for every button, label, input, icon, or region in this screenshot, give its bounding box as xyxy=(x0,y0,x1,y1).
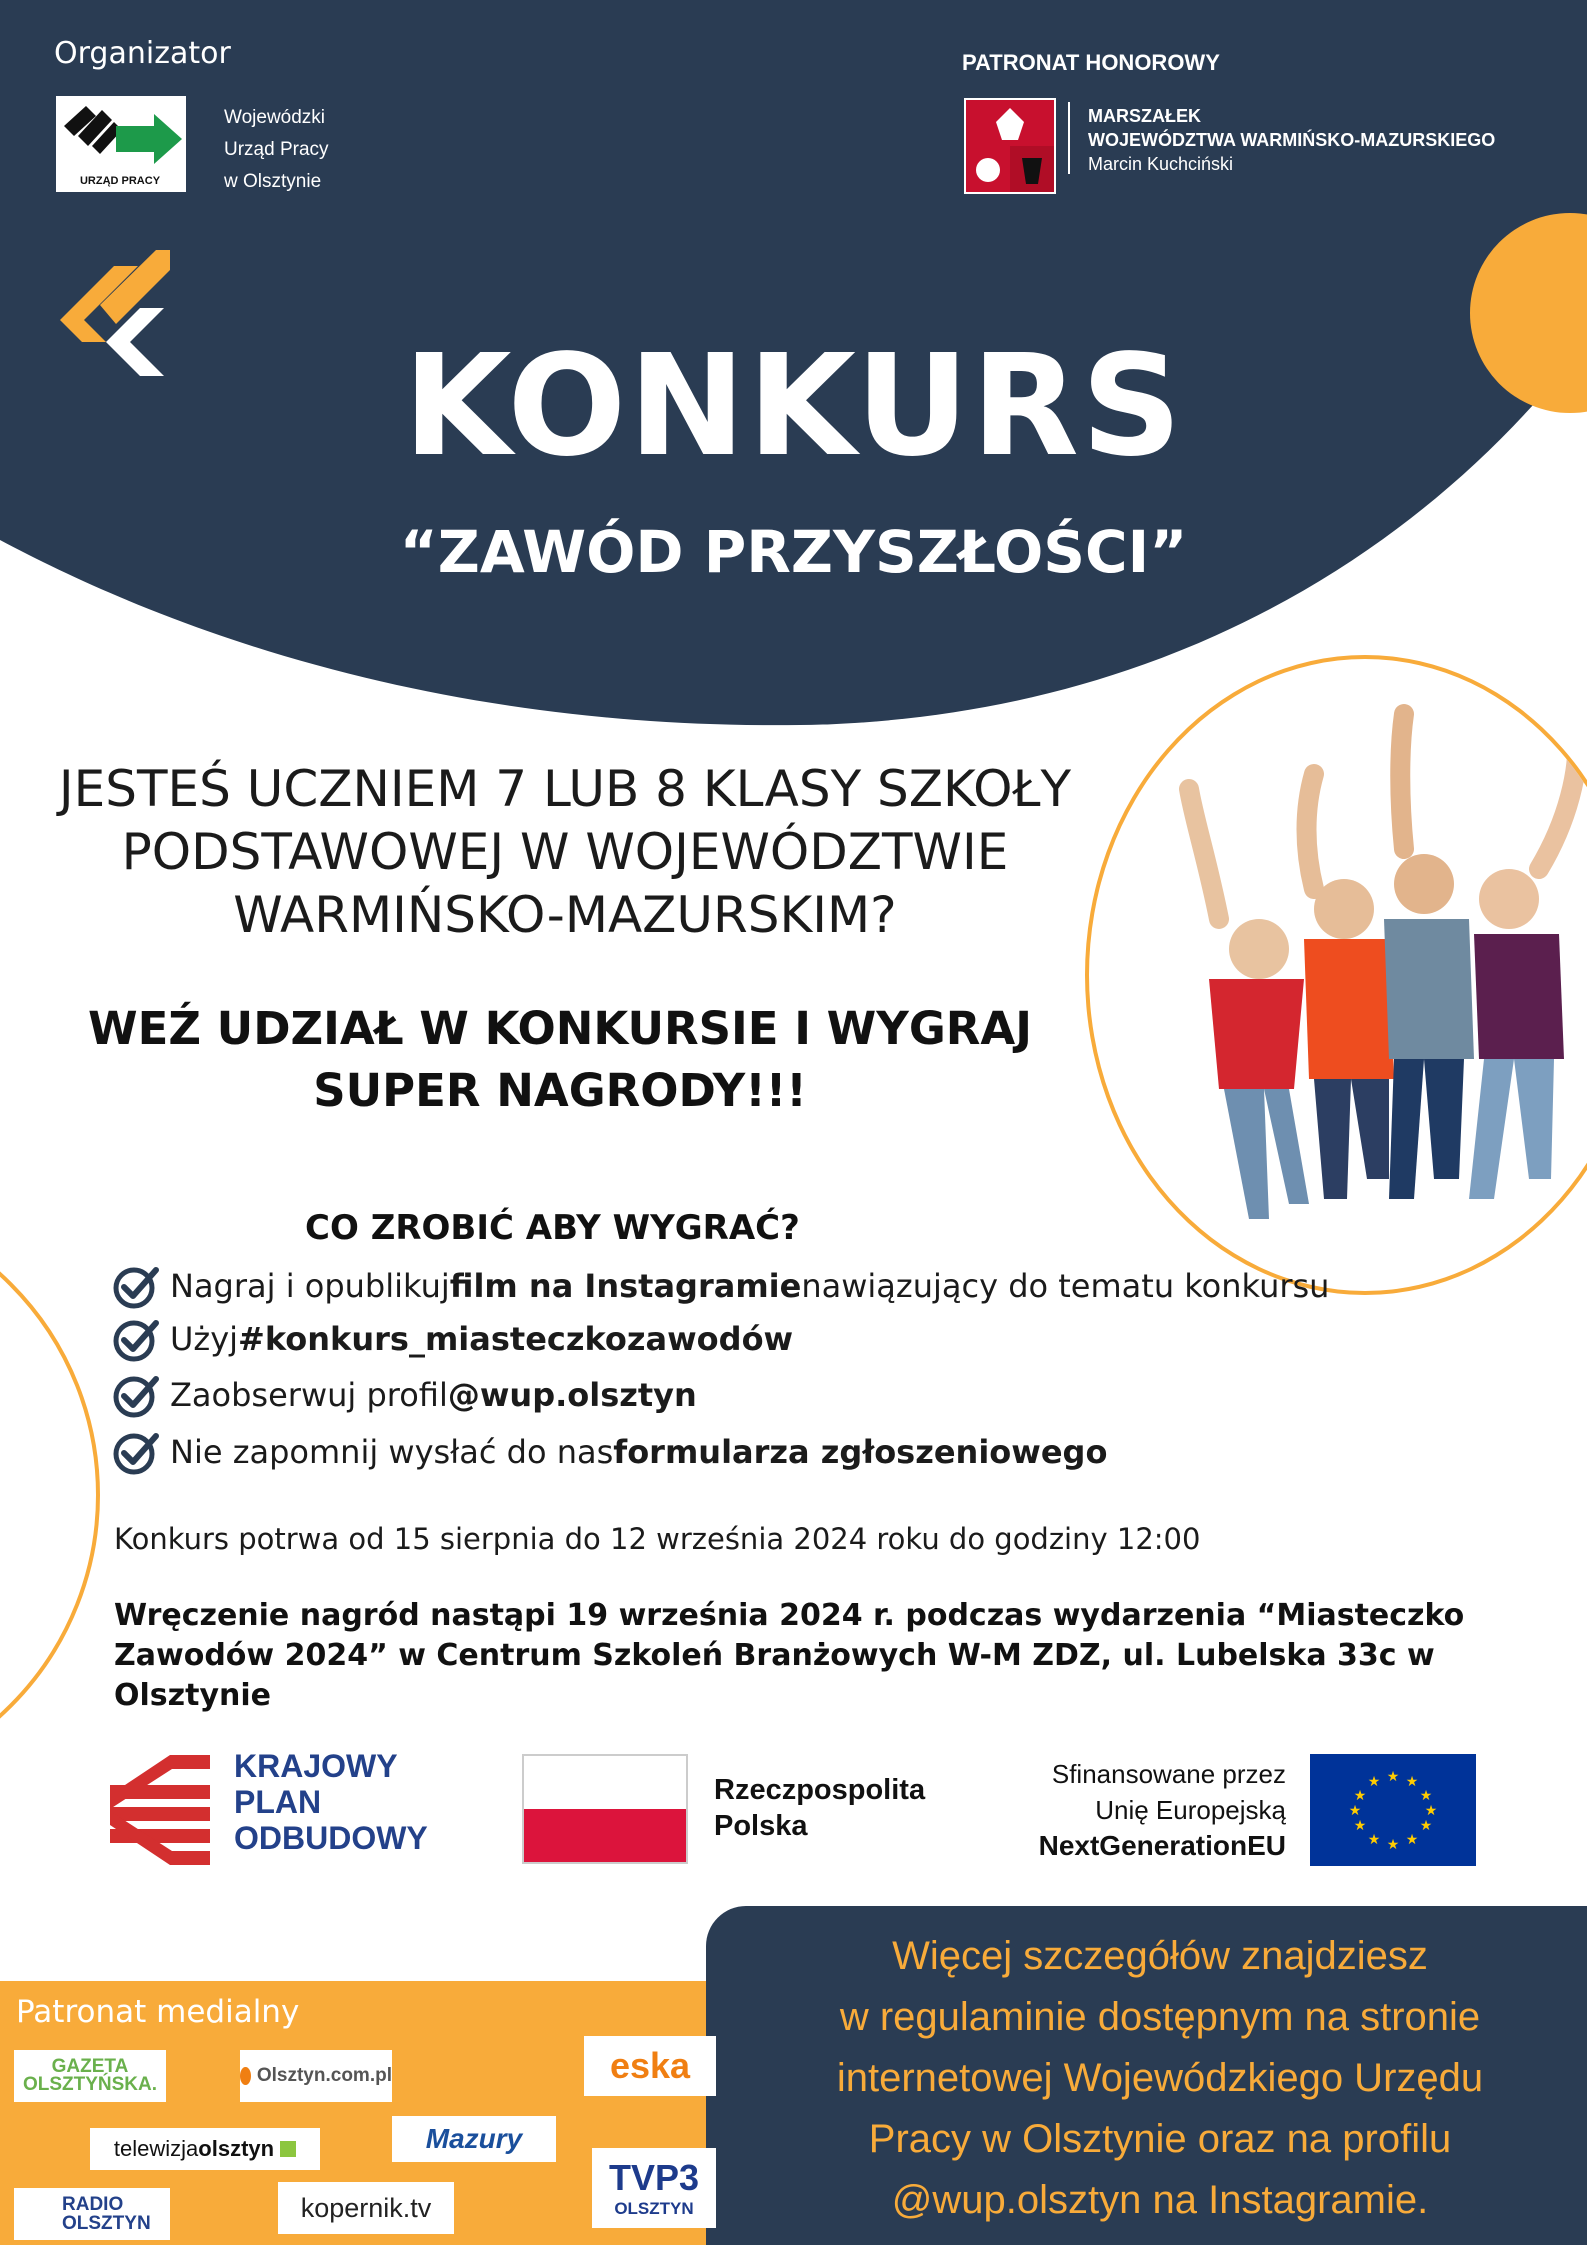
eu-funding-line: Unię Europejską xyxy=(1095,1795,1286,1825)
svg-text:★: ★ xyxy=(1419,1818,1433,1834)
more-info-line: Pracy w Olsztynie oraz na profilu xyxy=(868,2117,1452,2161)
more-info-line: w regulaminie dostępnym na stronie xyxy=(839,1995,1481,2039)
marshal-name: Marcin Kuchciński xyxy=(1088,154,1234,174)
eu-funding-label xyxy=(960,1756,1286,1864)
radio-logo-line: OLSZTYN xyxy=(62,2213,151,2234)
gazeta-olsztynska-logo xyxy=(14,2050,166,2102)
gazeta-logo-line: GAZETA xyxy=(51,2056,129,2077)
page-subtitle: “ZAWÓD PRZYSZŁOŚCI” xyxy=(399,518,1188,586)
olsztyn-com-logo xyxy=(240,2050,392,2102)
eu-funding-line: Sfinansowane przez xyxy=(1051,1759,1286,1789)
eska-logo xyxy=(584,2036,716,2096)
call-to-action-line: SUPER NAGRODY!!! xyxy=(313,1064,807,1117)
patronage-label: PATRONAT HONOROWY xyxy=(962,50,1220,75)
voivodeship-crest-icon xyxy=(964,98,1056,194)
step-text: Użyj xyxy=(170,1320,239,1358)
eligibility-question-line: WARMIŃSKO-MAZURSKIM? xyxy=(233,886,897,944)
eligibility-question xyxy=(20,758,1110,947)
telewizja-mazury-logo xyxy=(392,2116,556,2162)
more-info-line: Więcej szczegółów znajdziesz xyxy=(892,1934,1428,1978)
republic-of-poland-line: Rzeczpospolita xyxy=(714,1774,926,1806)
step-item xyxy=(112,1428,1107,1476)
organizer-name-line: w Olsztynie xyxy=(224,171,322,192)
svg-text:★: ★ xyxy=(1386,1837,1400,1853)
page-title: KONKURS xyxy=(403,325,1184,488)
check-circle-icon xyxy=(112,1371,160,1419)
svg-text:★: ★ xyxy=(1419,1788,1433,1804)
organizer-name xyxy=(224,102,329,198)
crest-divider xyxy=(1068,102,1070,174)
marshal-title: MARSZAŁEK xyxy=(1088,106,1201,126)
svg-text:★: ★ xyxy=(1367,1832,1381,1848)
svg-text:★: ★ xyxy=(1405,1774,1419,1790)
check-circle-icon xyxy=(112,1262,160,1310)
eligibility-question-line: JESTEŚ UCZNIEM 7 LUB 8 KLASY SZKOŁY xyxy=(58,760,1072,818)
eligibility-question-line: PODSTAWOWEJ W WOJEWÓDZTWIE xyxy=(121,823,1009,881)
step-item xyxy=(112,1315,793,1363)
check-circle-icon xyxy=(112,1315,160,1363)
step-item xyxy=(112,1262,1329,1310)
wup-logo-text: URZĄD PRACY xyxy=(79,175,161,187)
radio-olsztyn-logo xyxy=(14,2188,170,2240)
mazury-logo-text: Mazury xyxy=(425,2123,523,2154)
svg-text:★: ★ xyxy=(1386,1769,1400,1785)
eu-program-name: NextGenerationEU xyxy=(1038,1830,1286,1861)
svg-text:★: ★ xyxy=(1353,1818,1367,1834)
republic-of-poland-line: Polska xyxy=(714,1810,808,1842)
step-text: Nagraj i opublikuj xyxy=(170,1267,450,1305)
kpo-logo-icon xyxy=(110,1755,210,1865)
tvp3-olsztyn-logo xyxy=(592,2148,716,2228)
tv-olsztyn-bold: olsztyn xyxy=(198,2136,275,2161)
gazeta-logo-line: OLSZTYŃSKA. xyxy=(22,2074,158,2095)
decorative-orange-ring xyxy=(0,1195,100,1795)
call-to-action-line: WEŹ UDZIAŁ W KONKURSIE I WYGRAJ xyxy=(87,1002,1032,1055)
svg-text:★: ★ xyxy=(1353,1788,1367,1804)
step-text-bold: film na Instagramie xyxy=(449,1267,802,1305)
kpo-label xyxy=(234,1748,428,1856)
more-info-line: @wup.olsztyn na Instagramie. xyxy=(891,2178,1429,2222)
kpo-label-line: PLAN xyxy=(234,1784,322,1820)
poland-flag-icon xyxy=(522,1754,688,1864)
kopernik-tv-logo xyxy=(278,2182,454,2234)
award-ceremony-info: Wręczenie nagród nastąpi 19 września 2024 r. podczas wydarzenia “Miasteczko Zawodów 2024” w Centrum Szkoleń Branżowych W-M ZDZ, ul. Lubelska 33c w Olsztynie xyxy=(114,1598,1465,1713)
organizer-label: Organizator xyxy=(54,36,231,71)
more-info-text xyxy=(740,1926,1580,2231)
eska-logo-text: eska xyxy=(609,2045,691,2086)
check-circle-icon xyxy=(112,1428,160,1476)
kpo-label-line: KRAJOWY xyxy=(234,1748,398,1784)
organizer-name-line: Wojewódzki xyxy=(224,107,326,128)
wup-logo xyxy=(54,94,188,194)
step-text: Nie zapomnij wysłać do nas xyxy=(170,1433,614,1471)
steps-heading: CO ZROBIĆ ABY WYGRAĆ? xyxy=(305,1208,800,1248)
kopernik-logo-text: kopernik.tv xyxy=(300,2192,432,2223)
students-photo-frame xyxy=(1085,655,1587,1295)
students-photo xyxy=(1089,659,1587,1295)
svg-text:★: ★ xyxy=(1367,1774,1381,1790)
eu-flag-icon xyxy=(1310,1754,1476,1866)
radio-logo-line: RADIO xyxy=(62,2194,124,2215)
kpo-label-line: ODBUDOWY xyxy=(234,1820,428,1856)
svg-text:★: ★ xyxy=(1424,1803,1438,1819)
republic-of-poland-label xyxy=(714,1772,925,1844)
step-text-bold: @wup.olsztyn xyxy=(447,1376,697,1414)
tvp3-logo-subtext: OLSZTYN xyxy=(614,2199,694,2218)
svg-text:★: ★ xyxy=(1348,1803,1362,1819)
svg-text:★: ★ xyxy=(1405,1832,1419,1848)
step-text: nawiązujący do tematu konkursu xyxy=(801,1267,1330,1305)
tvp3-logo-text: TVP3 xyxy=(608,2157,700,2198)
step-text: Zaobserwuj profil xyxy=(170,1376,448,1414)
tv-olsztyn-prefix: telewizja xyxy=(113,2136,199,2161)
step-text-bold: #konkurs_miasteczkozawodów xyxy=(238,1320,794,1358)
marshal-title: WOJEWÓDZTWA WARMIŃSKO-MAZURSKIEGO xyxy=(1088,130,1496,150)
olsztyn-com-logo-text: Olsztyn.com.pl xyxy=(256,2065,392,2086)
media-patronage-label: Patronat medialny xyxy=(16,1994,300,2030)
call-to-action xyxy=(20,998,1100,1122)
contest-dates: Konkurs potrwa od 15 sierpnia do 12 września 2024 roku do godziny 12:00 xyxy=(114,1522,1201,1556)
telewizja-olsztyn-logo xyxy=(90,2128,320,2170)
more-info-line: internetowej Wojewódzkiego Urzędu xyxy=(836,2056,1484,2100)
step-text-bold: formularza zgłoszeniowego xyxy=(613,1433,1108,1471)
marshal-block xyxy=(1088,104,1495,176)
organizer-name-line: Urząd Pracy xyxy=(224,139,329,160)
step-item xyxy=(112,1371,697,1419)
